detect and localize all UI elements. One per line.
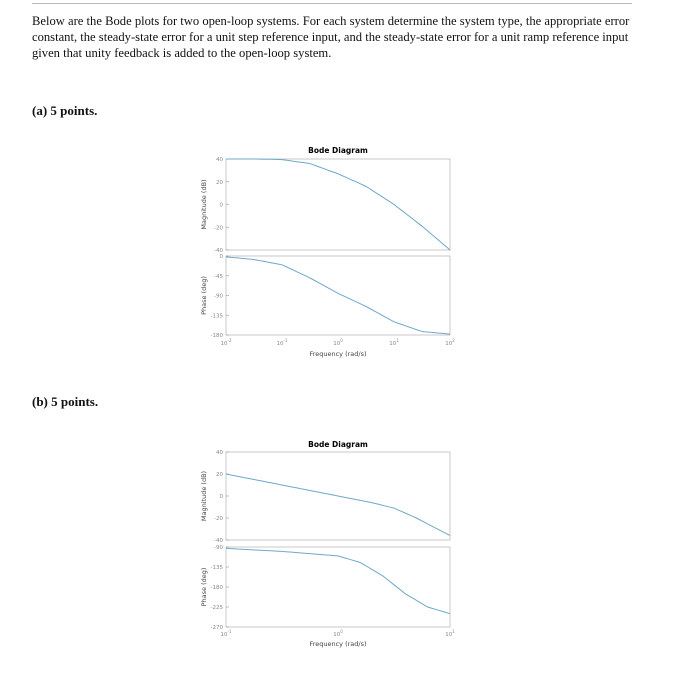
y-tick-label: -135 (210, 565, 223, 571)
x-tick-label: $10^1$ (445, 629, 455, 638)
part-label: (b) (32, 394, 48, 409)
phase-axes (226, 547, 450, 627)
y-tick-label: 0 (219, 494, 223, 500)
magnitude-ylabel: Magnitude (dB) (200, 179, 208, 230)
y-tick-label: -225 (210, 605, 223, 611)
chart-title: Bode Diagram (308, 440, 368, 449)
magnitude-ylabel: Magnitude (dB) (200, 470, 208, 522)
y-tick-label: -180 (210, 585, 223, 591)
y-tick-label: -90 (214, 293, 223, 300)
y-tick-label: -135 (210, 313, 223, 320)
y-tick-label: 0 (219, 202, 223, 209)
x-tick-label: $10^0$ (333, 629, 343, 638)
y-tick-label: -40 (214, 248, 223, 254)
phase-axes (226, 256, 450, 335)
x-axis-label: Frequency (rad/s) (309, 640, 367, 648)
x-tick-label: $10^{-1}$ (276, 338, 288, 347)
part-label: (a) (32, 103, 48, 118)
y-tick-label: -270 (210, 625, 223, 631)
y-tick-label: -40 (214, 538, 223, 544)
x-tick-label: $10^2$ (445, 338, 455, 347)
y-tick-label: -90 (214, 545, 223, 551)
magnitude-axes (226, 159, 450, 250)
y-tick-label: -20 (214, 225, 223, 232)
x-axis-label: Frequency (rad/s) (309, 350, 367, 358)
y-tick-label: 40 (216, 450, 223, 456)
phase-ylabel: Phase (deg) (200, 276, 208, 315)
x-tick-label: $10^0$ (333, 338, 343, 347)
x-tick-label: $10^{-1}$ (220, 629, 232, 638)
y-tick-label: -180 (210, 333, 223, 339)
phase-ylabel: Phase (deg) (200, 567, 208, 607)
part-points: 5 points. (51, 394, 99, 409)
y-tick-label: 40 (216, 157, 223, 163)
y-tick-label: 0 (219, 254, 223, 260)
y-tick-label: 20 (216, 179, 223, 186)
chart-title: Bode Diagram (308, 146, 368, 155)
y-tick-label: -20 (214, 516, 223, 522)
part-points: 5 points. (50, 103, 98, 118)
y-tick-label: -45 (214, 273, 223, 280)
y-tick-label: 20 (216, 472, 223, 478)
problem-statement: Below are the Bode plots for two open-loop systems. For each system determine the system type, the appropriate error constant, the steady-state error for a unit step reference input, and the steady-state error for a unit ramp reference input given that unity feedback is added to the open-loop system. (32, 14, 630, 61)
x-tick-label: $10^{-2}$ (220, 338, 232, 347)
x-tick-label: $10^1$ (389, 338, 399, 347)
